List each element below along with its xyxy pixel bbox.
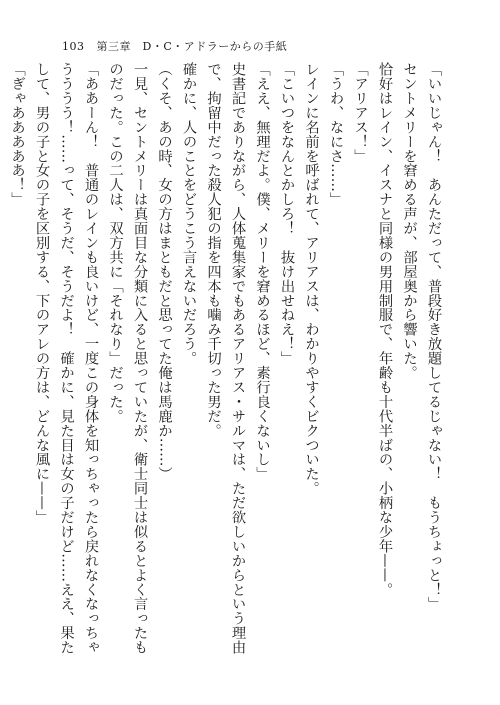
text-line: 「こいつをなんとかしろ！ 抜け出せねえ！」 (279, 62, 295, 366)
body-text (9, 62, 446, 662)
page-number: 103 (62, 40, 85, 53)
chapter-title: 第三章 D・C・アドラーからの手紙 (96, 40, 288, 53)
running-header (62, 38, 287, 54)
text-line: 恰好はレイン、イスナと同様の男用制服で、年齢も十代半ばの、小柄な少年——。 (377, 62, 393, 597)
text-line: 一見、セントメリーは真面目な分類に入ると思っていたが、衛士同士は似るとよく言ったものだった。この二人は、双方共に「それなり」だった。 (107, 62, 148, 655)
text-line: （くそ、あの時、女の方はまともだと思ってた俺は馬鹿か……） (156, 62, 173, 482)
text-line: 「ああーん！ 普通のレインも良いけど、一度この身体を知っちゃったら戻れなくなっちゃうううう！……って、そうだ、そうだよ！ 確かに、見た目は女の子だけど……ええ、果たして、男の子と女の子を区別する、下のアレの方は、どんな風に——」 (34, 62, 99, 655)
text-line: 「ぎゃあああああ！」 (9, 62, 26, 207)
text-line: 「アリアス！」 (352, 62, 369, 164)
text-line: レインに名前を呼ばれて、アリアスは、わかりやすくビクついた。 (303, 62, 320, 496)
text-line: 「ええ、無理だよ。僕、メリーを窘めるほど、素行良くないし」 (254, 62, 271, 482)
text-line: セントメリーを窘める声が、部屋奥から響いた。 (401, 62, 418, 380)
text-line: 「いいじゃん！ あんただって、普段好き放題してるじゃない！ もうちょっと！」 (426, 62, 442, 612)
text-line: 「うわ、なにさ……」 (328, 62, 344, 207)
text-line: 史書記でありながら、人体蒐集家でもあるアリアス・サルマは、ただ欲しいからという理由で、拘留中だった殺人犯の指を四本も噛み千切った男だ。 (205, 62, 246, 655)
text-line: 確かに、人のことをどうこう言えないだろう。 (181, 62, 197, 366)
